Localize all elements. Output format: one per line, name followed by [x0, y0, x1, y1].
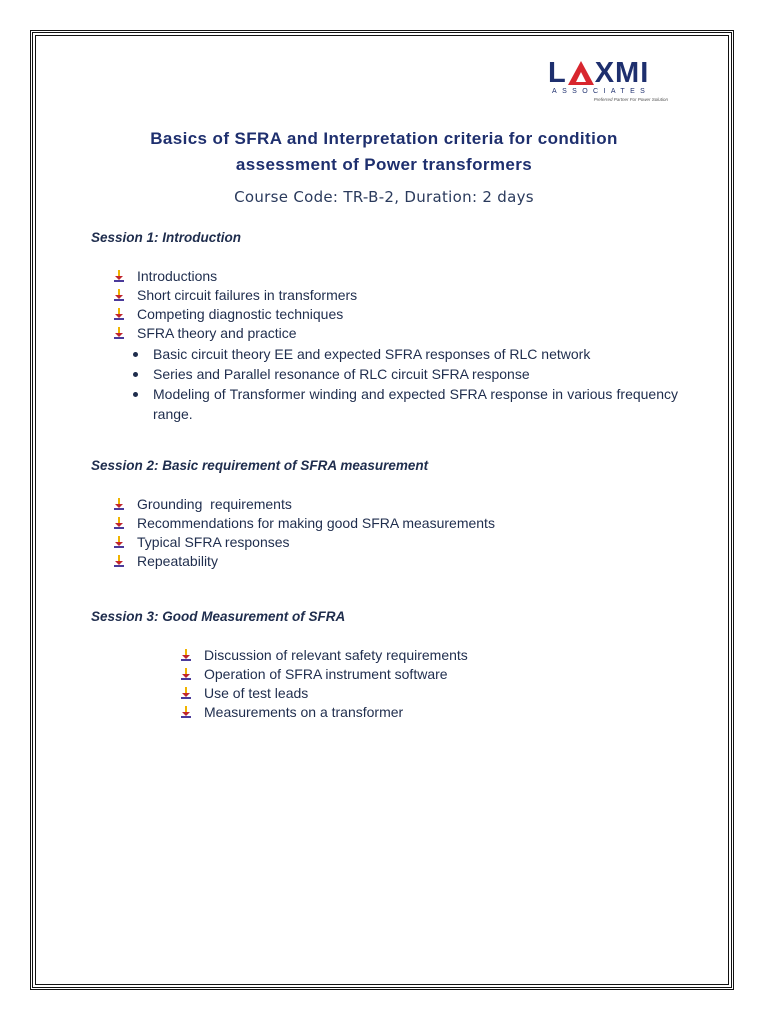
list-item: SFRA theory and practice Basic circuit theory EE and expected SFRA responses of RLC network Series and Parallel resonance of RLC circuit SFRA response Modeling of Transformer winding and expected SFRA response in various frequency range.	[113, 324, 678, 424]
list-item: Introductions	[113, 267, 678, 286]
list-item: Recommendations for making good SFRA measurements	[113, 514, 678, 533]
list-item: Use of test leads	[180, 684, 678, 703]
session-1-list	[113, 267, 678, 424]
arrow-bullet-icon	[180, 668, 192, 680]
title-line-2: assessment of Power transformers	[235, 155, 533, 174]
bullet-dot-icon	[133, 352, 138, 357]
course-code: Course Code: TR-B-2, Duration: 2 days	[234, 188, 534, 206]
logo-tagline: Preferred Partner For Power Solution	[593, 97, 668, 102]
logo-wordmark	[548, 58, 668, 88]
list-item: Repeatability	[113, 552, 678, 571]
sub-list-item: Series and Parallel resonance of RLC circuit SFRA response	[131, 364, 678, 384]
arrow-bullet-icon	[180, 649, 192, 661]
arrow-bullet-icon	[113, 308, 125, 320]
arrow-bullet-icon	[113, 517, 125, 529]
logo-subtitle: ASSOCIATES	[552, 88, 651, 95]
list-item: Competing diagnostic techniques	[113, 305, 678, 324]
arrow-bullet-icon	[113, 555, 125, 567]
arrow-bullet-icon	[113, 327, 125, 339]
session-1-heading: Session 1: Introduction	[91, 230, 242, 245]
list-item: Typical SFRA responses	[113, 533, 678, 552]
arrow-bullet-icon	[113, 270, 125, 282]
bullet-dot-icon	[133, 372, 138, 377]
arrow-bullet-icon	[113, 289, 125, 301]
sub-list-item: Modeling of Transformer winding and expected SFRA response in various frequency range.	[131, 384, 678, 424]
arrow-bullet-icon	[180, 687, 192, 699]
bullet-dot-icon	[133, 392, 138, 397]
session-3-heading: Session 3: Good Measurement of SFRA	[91, 609, 346, 624]
sub-list-item: Basic circuit theory EE and expected SFRA responses of RLC network	[131, 344, 678, 364]
session-3-list	[180, 646, 678, 722]
session-2-list	[113, 495, 678, 571]
logo-letters-xmi: XMI	[594, 57, 650, 89]
list-item: Measurements on a transformer	[180, 703, 678, 722]
list-item: Operation of SFRA instrument software	[180, 665, 678, 684]
arrow-bullet-icon	[113, 498, 125, 510]
logo-triangle-icon	[568, 61, 594, 85]
list-item: Grounding requirements	[113, 495, 678, 514]
list-item: Discussion of relevant safety requirements	[180, 646, 678, 665]
arrow-bullet-icon	[113, 536, 125, 548]
document-title	[90, 126, 678, 178]
arrow-bullet-icon	[180, 706, 192, 718]
title-line-1: Basics of SFRA and Interpretation criteria for condition	[150, 129, 618, 148]
company-logo	[548, 58, 668, 104]
session-2-heading: Session 2: Basic requirement of SFRA measurement	[91, 458, 429, 473]
list-item: Short circuit failures in transformers	[113, 286, 678, 305]
logo-letter-l: L	[548, 57, 567, 89]
session-1-sublist	[131, 344, 678, 424]
